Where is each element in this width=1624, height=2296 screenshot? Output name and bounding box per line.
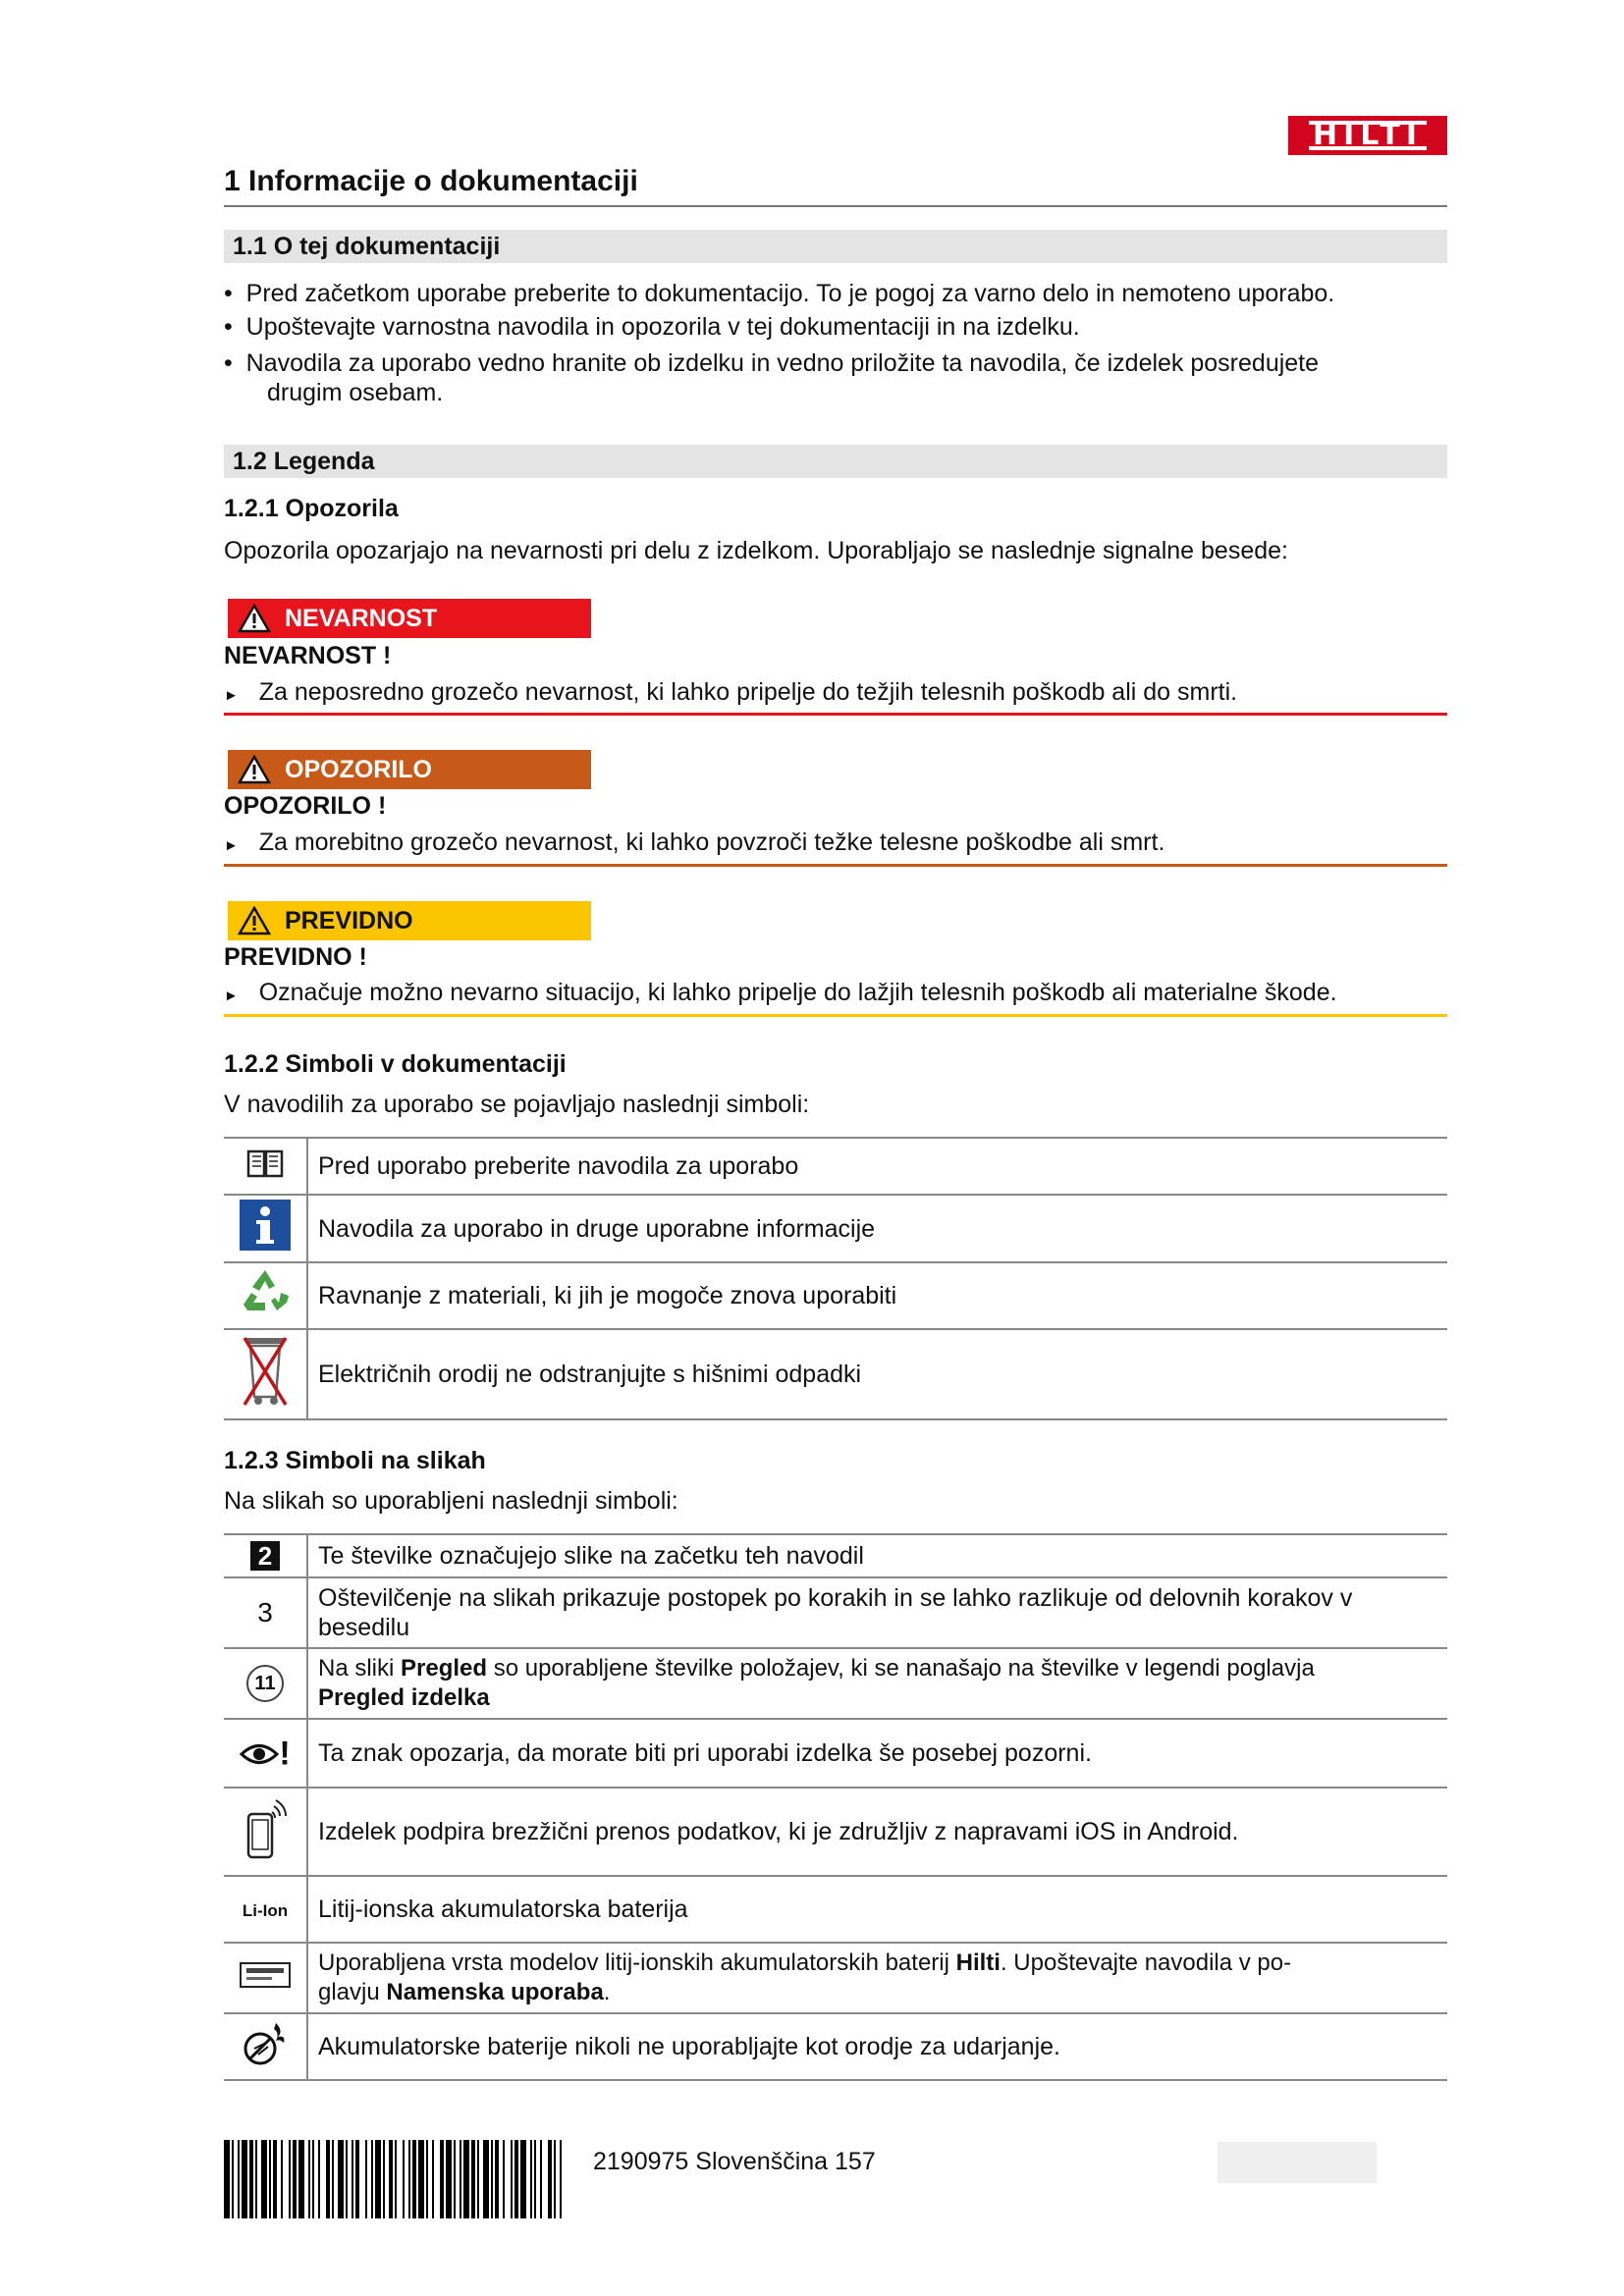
warnings-intro: Opozorila opozarjajo na nevarnosti pri delu z izdelkom. Uporabljajo se naslednje signalne besede:	[224, 537, 1288, 564]
figure-number-icon: 2	[250, 1541, 280, 1571]
arrow-bullet-icon: ►	[224, 837, 239, 854]
bullet-item: • Upoštevajte varnostna navodila in opozorila v tej dokumentaciji in na izdelku.	[224, 313, 1080, 341]
recycle-icon	[238, 1267, 293, 1318]
caution-banner: PREVIDNO	[228, 901, 591, 940]
battery-type-icon	[239, 1961, 292, 1989]
bullet-item: • Navodila za uporabo vedno hranite ob izdelku in vedno priložite ta navodila, če izdelek posredujete	[224, 349, 1320, 377]
eye-attention-icon: !	[240, 1738, 290, 1766]
warning-text: ► Za morebitno grozečo nevarnost, ki lahko povzroči težke telesne poškodbe ali smrt.	[224, 828, 1165, 856]
warning-underline	[224, 864, 1447, 867]
figure-symbols-table	[224, 1533, 1447, 2081]
chapter-title: 1 Informacije o dokumentaciji	[224, 165, 638, 197]
arrow-bullet-icon: ►	[224, 988, 239, 1004]
bullet-item: • Pred začetkom uporabe preberite to dokumentacijo. To je pogoj za varno delo in nemoteno uporabo.	[224, 280, 1335, 307]
danger-label: NEVARNOST !	[224, 642, 392, 669]
warning-triangle-icon	[238, 755, 271, 784]
crossed-bin-icon	[241, 1332, 290, 1411]
danger-underline	[224, 713, 1447, 716]
table-row: Akumulatorske baterije nikoli ne uporabljajte kot orodje za udarjanje.	[224, 2013, 1447, 2080]
no-hammer-icon	[241, 2019, 290, 2068]
warning-triangle-icon	[238, 604, 271, 633]
footer-marker	[1218, 2142, 1377, 2183]
step-number-icon: 3	[257, 1596, 273, 1628]
chapter-divider	[224, 205, 1447, 207]
section-title-1-1: 1.1 O tej dokumentaciji	[224, 230, 1447, 263]
symbols-doc-intro: V navodilih za uporabo se pojavljajo naslednji simboli:	[224, 1091, 810, 1118]
bullet-continuation: drugim osebam.	[267, 379, 444, 406]
caution-text: ► Označuje možno nevarno situacijo, ki lahko pripelje do lažjih telesnih poškodb ali materialne škode.	[224, 979, 1337, 1006]
symbols-fig-intro: Na slikah so uporabljeni naslednji simboli:	[224, 1487, 678, 1515]
hilti-logo: HILTI	[1288, 116, 1447, 155]
arrow-bullet-icon: ►	[224, 687, 239, 704]
document-symbols-table	[224, 1137, 1447, 1420]
footer-text: 2190975 Slovenščina 157	[593, 2148, 876, 2175]
position-number-icon: 11	[246, 1665, 284, 1702]
table-row: Uporabljena vrsta modelov litij-ionskih akumulatorskih baterij Hilti. Upoštevajte navodila v po- glavju Namenska uporaba.	[224, 1943, 1447, 2013]
table-row: 11 Na sliki Pregled so uporabljene številke položajev, ki se nanašajo na številke v legendi poglavja Pregled izdelka	[224, 1648, 1447, 1719]
subsection-title-1-2-3: 1.2.3 Simboli na slikah	[224, 1447, 486, 1474]
wireless-phone-icon	[243, 1796, 288, 1861]
caution-underline	[224, 1014, 1447, 1017]
info-icon	[240, 1200, 291, 1251]
section-title-1-2: 1.2 Legenda	[224, 445, 1447, 478]
barcode-icon	[224, 2140, 562, 2218]
table-row: Izdelek podpira brezžični prenos podatkov, ki je združljiv z napravami iOS in Android.	[224, 1788, 1447, 1876]
subsection-title-1-2-1: 1.2.1 Opozorila	[224, 495, 399, 522]
table-row: ! Ta znak opozarja, da morate biti pri uporabi izdelka še posebej pozorni.	[224, 1719, 1447, 1788]
caution-label: PREVIDNO !	[224, 943, 367, 971]
warning-triangle-icon	[238, 906, 271, 935]
table-row: 3 Oštevilčenje na slikah prikazuje postopek po korakih in se lahko razlikuje od delovnih korakov v besedilu	[224, 1577, 1447, 1648]
table-row: Li-Ion Litij-ionska akumulatorska baterija	[224, 1876, 1447, 1943]
table-row: 2 Te številke označujejo slike na začetku teh navodil	[224, 1534, 1447, 1577]
table-row: Pred uporabo preberite navodila za uporabo	[224, 1138, 1447, 1195]
danger-banner: NEVARNOST	[228, 599, 591, 638]
book-icon	[245, 1148, 285, 1179]
subsection-title-1-2-2: 1.2.2 Simboli v dokumentaciji	[224, 1050, 567, 1078]
table-row: Električnih orodij ne odstranjujte s hišnimi odpadki	[224, 1329, 1447, 1419]
warning-label: OPOZORILO !	[224, 792, 387, 820]
table-row: Navodila za uporabo in druge uporabne informacije	[224, 1195, 1447, 1262]
warning-banner: OPOZORILO	[228, 750, 591, 789]
danger-text: ► Za neposredno grozečo nevarnost, ki lahko pripelje do težjih telesnih poškodb ali do smrti.	[224, 678, 1238, 706]
li-ion-icon: Li-Ion	[242, 1900, 289, 1920]
table-row: Ravnanje z materiali, ki jih je mogoče znova uporabiti	[224, 1262, 1447, 1329]
